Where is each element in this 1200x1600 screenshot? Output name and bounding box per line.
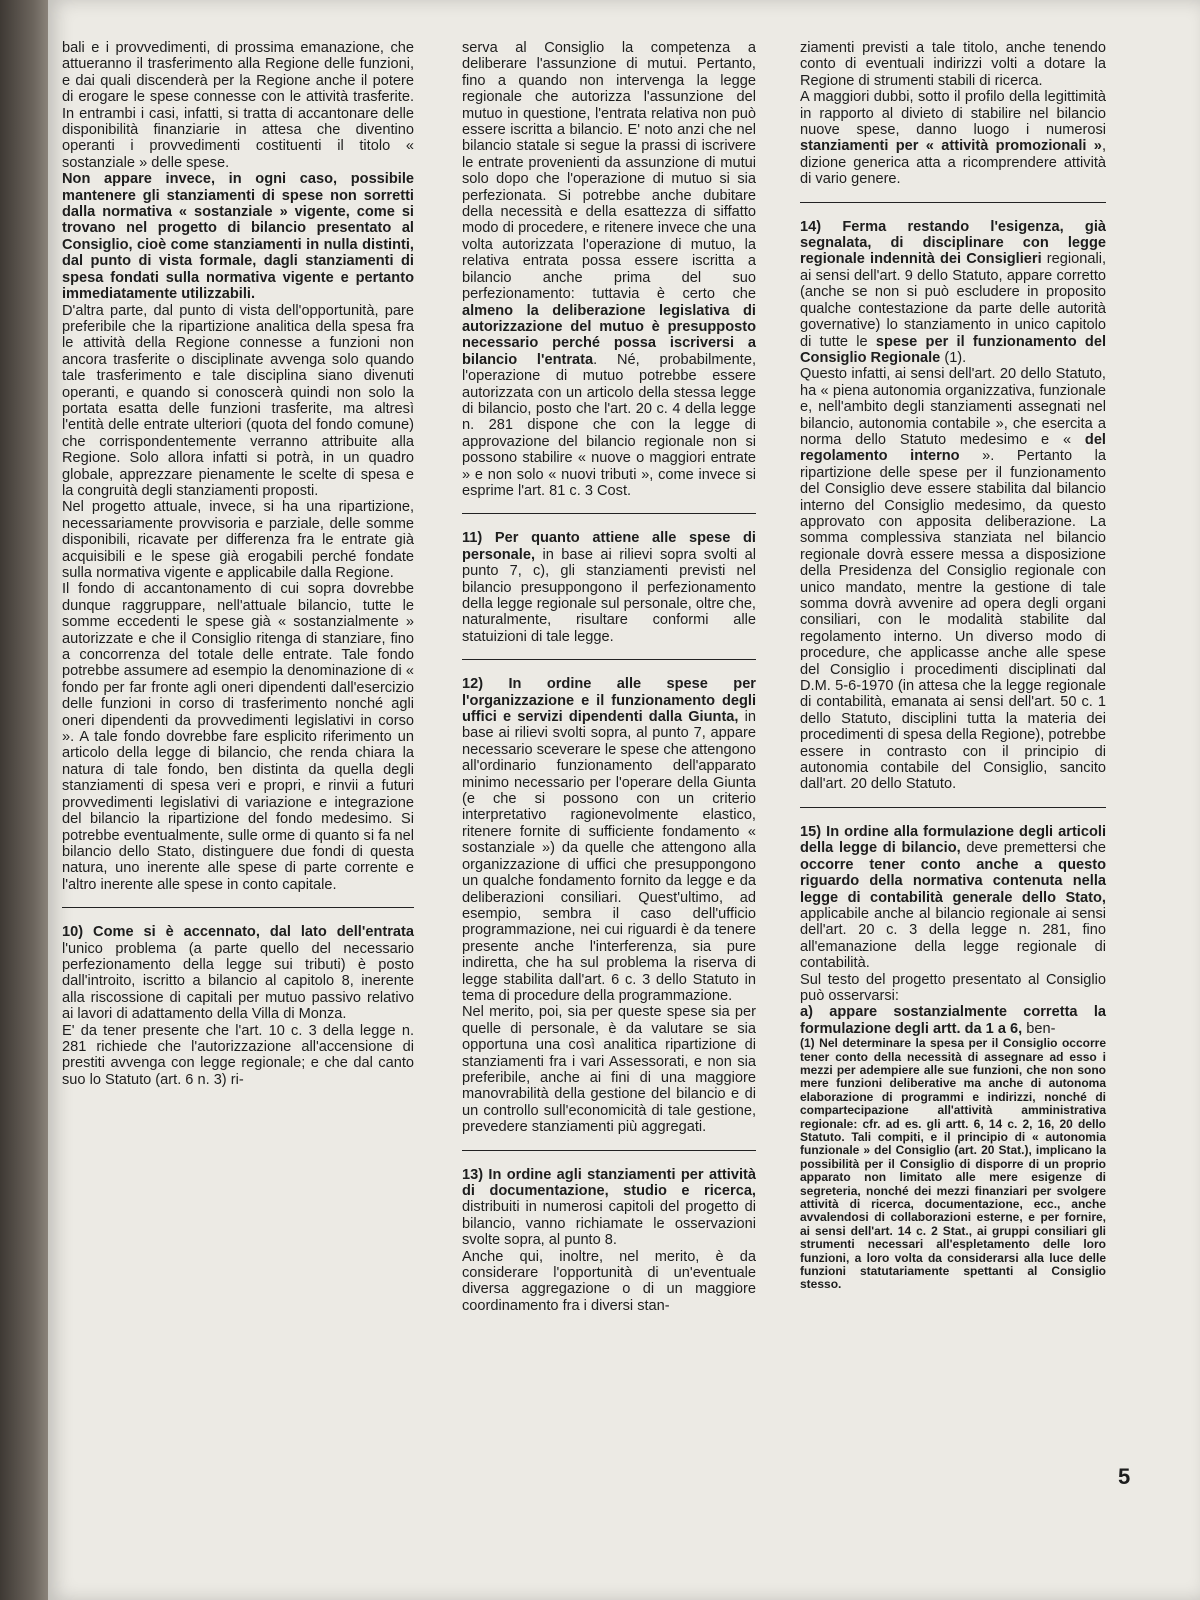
section-14-heading: 14) Ferma restando l'esigenza, già segnalata, di disciplinare con legge regionale indennità dei Consiglieri	[800, 218, 1106, 268]
section-divider	[462, 513, 756, 514]
col2-paragraph: Anche qui, inoltre, nel merito, è da considerare l'opportunità di un'eventuale diversa aggregazione o di un maggiore coordinamento fra i diversi stan-	[462, 1248, 756, 1314]
section-13-heading: 13) In ordine agli stanziamenti per attività di documentazione, studio e ricerca,	[462, 1166, 756, 1199]
col2-paragraph: Nel merito, poi, sia per queste spese sia per quelle di personale, è da valutare se sia opportuna una così analitica ripartizione di stanziamenti fra i vari Assessorati, e non sia preferibile, anche ai fini di una maggiore manovrabilità della gestione del bilancio e di un controllo sull'economicità di tale gestione, prevedere stanziamenti più aggregati.	[462, 1004, 756, 1136]
col1-paragraph: Nel progetto attuale, invece, si ha una ripartizione, necessariamente provvisoria e parziale, delle somme disponibili, ricavate per differenza fra le entrate già acquisibili e le spese già erogabili perché fondate sulla normativa vigente e applicabile dalla Regione.	[62, 499, 414, 581]
section-divider	[462, 1150, 756, 1151]
section-divider	[62, 907, 414, 908]
col3-paragraph: Questo infatti, ai sensi dell'art. 20 dello Statuto, ha « piena autonomia organizzativa, funzionale e, nell'ambito degli stanziamenti assegnati nel bilancio, autonomia contabile », che esercita a norma dello Statuto medesimo e « del regolamento interno ». Pertanto la ripartizione delle spese per il funzionamento del Consiglio deve essere stabilita dal bilancio interno del Consiglio medesimo, da questo approvato con apposita deliberazione. La somma complessiva stanziata nel bilancio regionale dovrà essere messa a disposizione della Presidenza del Consiglio regionale con unico mandato, mentre la gestione di tale somma dovrà avvenire ad opera degli organi consiliari, con le modalità stabilite dal regolamento interno. Un diverso modo di procedure, che applicasse anche alle spese del Consiglio i procedimenti disciplinati dal D.M. 5-6-1970 (in attesa che la legge regionale di contabilità, emanata ai sensi dell'art. 50 c. 1 dello Statuto, disciplini tutta la materia dei procedimenti di spesa della Regione), potrebbe essere in contrasto con il principio di autonomia contabile del Consiglio, sancito dall'art. 20 dello Statuto.	[800, 366, 1106, 793]
col1-paragraph: D'altra parte, dal punto di vista dell'opportunità, pare preferibile che la ripartizione analitica della spesa fra le attività della Regione connesse a funzioni non ancora trasferite o disciplinate avvenga solo quando tale trasferimento e tale disciplina siano divenuti operanti, e quando si conoscerà quindi non solo la portata esatta delle funzioni trasferite, ma altresì l'entità delle entrate ulteriori (quota del fondo comune) che corrispondentemente verranno attribuite alla Regione. Solo allora infatti si potrà, in un quadro globale, apprezzare pienamente le scelte di spesa e la congruità degli stanziamenti proposti.	[62, 302, 414, 499]
section-divider	[800, 807, 1106, 808]
section-divider	[800, 202, 1106, 203]
section-10-heading: 10) Come si è accennato, dal lato dell'entrata	[62, 924, 414, 941]
col1-paragraph-bold: Non appare invece, in ogni caso, possibile mantenere gli stanziamenti di spese non sorretti dalla normativa « sostanziale » vigente, come si trovano nel progetto di bilancio presentato al Consiglio, cioè come stanziamenti in nulla distinti, dal punto di vista formale, dagli stanziamenti di spesa fondati sulla normativa vigente e pertanto immediatamente utilizzabili.	[62, 171, 414, 303]
section-12: 12) In ordine alle spese per l'organizzazione e il funzionamento degli uffici e servizi dipendenti dalla Giunta, in base ai rilievi svolti sopra, al punto 7, appare necessario sceverare le spese che attengono all'ordinario funzionamento dell'apparato minimo necessario per l'operare della Giunta (e che si possono con un criterio interpretativo ragionevolmente elastico, ritenere fornite di sufficiente fondamento « sostanziale ») da quelle che attengono alla organizzazione di uffici che presuppongono un qualche fondamento fornito da legge e da deliberazioni consiliari. Quest'ultimo, ad esempio, sembra il caso dell'ufficio programmazione, nei cui riguardi è da tenere presente anche l'interferenza, sia pure indiretta, che ha sul problema la riserva di legge stabilita dall'art. 6 c. 3 dello Statuto in tema di procedure della programmazione.	[462, 676, 756, 1004]
column-1	[62, 40, 414, 1088]
section-15: 15) In ordine alla formulazione degli articoli della legge di bilancio, deve premettersi che occorre tener conto anche a questo riguardo della normativa contenuta nella legge di contabilità generale dello Stato, applicabile anche al bilancio regionale ai sensi dell'art. 20 c. 3 della legge n. 281, fino all'emanazione della legge regionale di contabilità.	[800, 823, 1106, 972]
section-13: 13) In ordine agli stanziamenti per attività di documentazione, studio e ricerca, distribuiti in numerosi capitoli del progetto di bilancio, vanno richiamate le osservazioni svolte sopra, al punto 8.	[462, 1166, 756, 1249]
col1-paragraph: Il fondo di accantonamento di cui sopra dovrebbe dunque raggruppare, nell'attuale bilancio, tutte le somme eccedenti le spese già « sostanzialmente » autorizzate e che il Consiglio ritenga di stanziare, fino a concorrenza del totale delle entrate. Tale fondo potrebbe assumere ad esempio la denominazione di « fondo per far fronte agli oneri dipendenti dall'esercizio delle funzioni in corso di trasferimento nonché agli oneri dipendenti da provvedimenti legislativi in corso ». A tale fondo dovrebbe fare esplicito riferimento un articolo della legge di bilancio, che renda chiara la natura di tale fondo, ben distinta da quella degli stanziamenti di spesa veri e propri, e rinvii a futuri provvedimenti legislativi di variazione e integrazione del bilancio la ripartizione del fondo medesimo. Si potrebbe eventualmente, sulle orme di quanto si fa nel bilancio dello Stato, distinguere due fondi di questa natura, uno inerente alle spese di parte corrente e l'altro inerente alle spese in conto capitale.	[62, 581, 414, 893]
section-11: 11) Per quanto attiene alle spese di personale, in base ai rilievi sopra svolti al punto 7, c), gli stanziamenti previsti nel bilancio presuppongono il perfezionamento della legge regionale sul personale, oltre che, naturalmente, risultare conformi alle statuizioni di tale legge.	[462, 530, 756, 645]
col3-paragraph: a) appare sostanzialmente corretta la formulazione degli artt. da 1 a 6, ben-	[800, 1004, 1106, 1037]
section-14: 14) Ferma restando l'esigenza, già segnalata, di disciplinare con legge regionale indennità dei Consiglieri regionali, ai sensi dell'art. 9 dello Statuto, appare corretto (anche se non si può escludere in proposito qualche contestazione da parte delle autorità governative) lo stanziamento in unico capitolo di tutte le spese per il funzionamento del Consiglio Regionale (1).	[800, 218, 1106, 366]
section-12-heading: 12) In ordine alle spese per l'organizzazione e il funzionamento degli uffici e servizi dipendenti dalla Giunta,	[462, 676, 756, 726]
col3-paragraph: ziamenti previsti a tale titolo, anche tenendo conto di eventuali indirizzi volti a dotare la Regione di strumenti stabili di ricerca.	[800, 40, 1106, 89]
section-divider	[462, 659, 756, 660]
book-spine	[0, 0, 48, 1600]
section-11-heading: 11) Per quanto attiene alle spese di personale,	[462, 530, 756, 563]
col1-paragraph: bali e i provvedimenti, di prossima emanazione, che attueranno il trasferimento alla Regione delle funzioni, e dai quali discenderà per la Regione anche il potere di erogare le spese connesse con le attività trasferite. In entrambi i casi, infatti, si tratta di accantonare delle disponibilità finanziarie in attesa che diventino operanti i provvedimenti costituenti il titolo « sostanziale » delle spese.	[62, 40, 414, 171]
col1-paragraph: E' da tener presente che l'art. 10 c. 3 della legge n. 281 richiede che l'autorizzazione all'accensione di prestiti avvenga con legge regionale; e che dal canto suo lo Statuto (art. 6 n. 3) ri-	[62, 1022, 414, 1088]
footnote-1: (1) Nel determinare la spesa per il Consiglio occorre tener conto della necessità di assegnare ad esso i mezzi per adempiere alle sue funzioni, che non sono mere funzioni deliberative ma anche di autonoma elaborazione di programmi e indirizzi, nonché di compartecipazione all'attività amministrativa regionale: cfr. ad es. gli artt. 6, 14 c. 2, 16, 20 dello Statuto. Tali compiti, e il principio di « autonomia funzionale » del Consiglio (art. 20 Stat.), implicano la possibilità per il Consiglio di disporre di un proprio apparato non limitato alle mere esigenze di segreteria, nonché dei mezzi finanziari per svolgere attività di ricerca, documentazione, ecc., anche avvalendosi di collaborazioni esterne, e per fornire, ai sensi dell'art. 14 c. 2 Stat., ai gruppi consiliari gli strumenti necessari all'espletamento delle loro funzioni, a loro volta da considerarsi alla luce delle funzioni statutariamente spettanti al Consiglio stesso.	[800, 1036, 1106, 1292]
section-10: 10) Come si è accennato, dal lato dell'entrata l'unico problema (a parte quello del necessario perfezionamento della legge sui tributi) è posto dall'introito, iscritto a bilancio al capitolo 8, inerente alla riscossione di capitali per mutuo passivo relativo ai lavori di adattamento della Villa di Monza.	[62, 924, 414, 1023]
col3-paragraph: Sul testo del progetto presentato al Consiglio può osservarsi:	[800, 971, 1106, 1004]
col2-paragraph: serva al Consiglio la competenza a deliberare l'assunzione di mutui. Pertanto, fino a quando non intervenga la legge regionale che autorizza l'assunzione del mutuo in questione, l'entrata relativa non può essere iscritta a bilancio. E' noto anzi che nel bilancio statale si segue la prassi di iscrivere le entrate provenienti da assunzione di mutui solo dopo che l'operazione di mutuo si sia perfezionata. Si potrebbe anche dubitare della necessità e della esattezza di siffatto modo di procedere, e ritenere invece che una volta autorizzata l'operazione di mutuo, la relativa entrata possa essere iscritta a bilancio anche prima del suo perfezionamento: tuttavia è certo che almeno la deliberazione legislativa di autorizzazione del mutuo è presupposto necessario perché possa iscriversi a bilancio l'entrata. Né, probabilmente, l'operazione di mutuo potrebbe essere autorizzata con un articolo della stessa legge di bilancio, posto che l'art. 20 c. 4 della legge n. 281 dispone che con la legge di approvazione del bilancio regionale non si possono stabilire « nuove o maggiori entrate » e non solo « nuovi tributi », come invece si esprime l'art. 81 c. 3 Cost.	[462, 40, 756, 499]
page-number: 5	[1118, 1464, 1131, 1489]
section-15-heading: 15) In ordine alla formulazione degli articoli della legge di bilancio,	[800, 823, 1106, 857]
col3-paragraph: A maggiori dubbi, sotto il profilo della legittimità in rapporto al divieto di stabilire nel bilancio nuove spese, danno luogo i numerosi stanziamenti per « attività promozionali », dizione generica atta a ricomprendere attività di vario genere.	[800, 89, 1106, 188]
column-2	[462, 40, 756, 1314]
column-3	[800, 40, 1106, 1292]
